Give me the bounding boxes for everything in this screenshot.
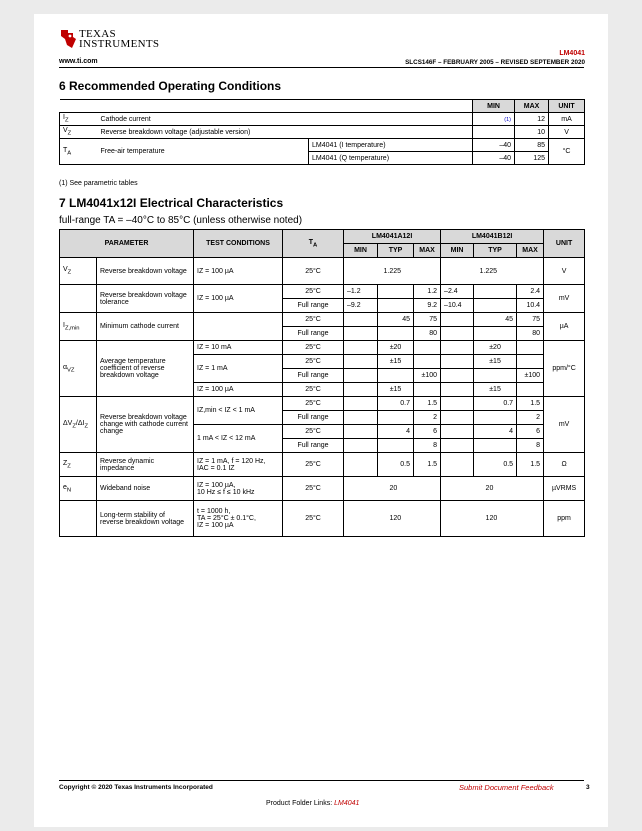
table-row: Reverse breakdown voltage tolerance IZ = 100 µA 25°C –1.2 1.2 –2.4 2.4 mV xyxy=(60,285,585,299)
table-row: $\alpha_{VZ}$ Average temperature coefficient of reverse breakdown voltage IZ = 10 mA 25°C ±20 ±20 ppm/°C xyxy=(60,341,585,355)
col-unit: UNIT xyxy=(549,100,585,113)
feedback-link[interactable]: Submit Document Feedback xyxy=(459,783,554,792)
table-row: Full range 8 8 xyxy=(60,439,585,453)
table-row: Long-term stability of reverse breakdown voltage t = 1000 h, TA = 25°C ± 0.1°C, IZ = 100 µA 25°C 120 120 ppm xyxy=(60,501,585,537)
header-rule xyxy=(59,67,584,68)
table-header-row: MIN TYP MAX MIN TYP MAX xyxy=(60,244,585,258)
section-7-subtitle: full-range TA = –40°C to 85°C (unless otherwise noted) xyxy=(59,215,303,226)
copyright: Copyright © 2020 Texas Instruments Incorporated xyxy=(59,784,213,791)
website-label: www.ti.com xyxy=(59,58,98,65)
table-row: Full range 80 80 xyxy=(60,327,585,341)
table-row: IZ = 1 mA 25°C ±15 ±15 xyxy=(60,355,585,369)
document-page xyxy=(34,14,608,827)
electrical-characteristics-table xyxy=(59,229,585,537)
table-header-row: PARAMETER TEST CONDITIONS $T_A$ LM4041A12I LM4041B12I UNIT xyxy=(60,230,585,244)
table-row: $I_{Z,min}$ Minimum cathode current 25°C 45 75 45 75 µA xyxy=(60,313,585,327)
footnote-link[interactable]: (1) xyxy=(504,116,512,123)
table-row: Full range ±100 ±100 xyxy=(60,369,585,383)
table-row: $T_A$ Free-air temperature LM4041 (I temperature) –40 85 °C xyxy=(60,139,585,152)
table-row: $I_Z$ Cathode current (1) 12 mA xyxy=(60,113,585,126)
doc-id-link[interactable]: LM4041 xyxy=(559,50,585,57)
section-7-title: 7 LM4041x12I Electrical Characteristics xyxy=(59,196,284,210)
footer-rule xyxy=(59,780,584,781)
product-folder: Product Folder Links: LM4041 xyxy=(266,800,360,807)
table-row: Full range –9.2 9.2 –10.4 10.4 xyxy=(60,299,585,313)
col-min: MIN xyxy=(473,100,515,113)
col-max: MAX xyxy=(515,100,549,113)
footnote: (1) See parametric tables xyxy=(59,180,138,187)
table-row: $\Delta V_Z/\Delta I_Z$ Reverse breakdown voltage change with cathode current change IZ,min < IZ < 1 mA 25°C 0.7 1.5 0.7 1.5 mV xyxy=(60,397,585,411)
table-row: IZ = 100 µA 25°C ±15 ±15 xyxy=(60,383,585,397)
table-row: Full range 2 2 xyxy=(60,411,585,425)
ti-logo-icon xyxy=(59,28,77,50)
table-header-row xyxy=(60,100,585,113)
logo-wordmark: TEXAS INSTRUMENTS xyxy=(79,28,160,50)
page-number: 3 xyxy=(586,784,590,791)
table-row: 1 mA < IZ < 12 mA 25°C 4 6 4 6 xyxy=(60,425,585,439)
table-row: $V_Z$ Reverse breakdown voltage IZ = 100 µA 25°C 1.225 1.225 V xyxy=(60,258,585,285)
table-row: $e_N$ Wideband noise IZ = 100 µA, 10 Hz ≤ f ≤ 10 kHz 25°C 20 20 µVRMS xyxy=(60,477,585,501)
product-folder-link[interactable]: LM4041 xyxy=(334,800,360,807)
table-row: $Z_Z$ Reverse dynamic impedance IZ = 1 mA, f = 120 Hz, IAC = 0.1 IZ 25°C 0.5 1.5 0.5 1.5 Ω xyxy=(60,453,585,477)
revision-line: SLCS146F – FEBRUARY 2005 – REVISED SEPTEMBER 2020 xyxy=(405,59,585,66)
recommended-conditions-table xyxy=(59,99,585,165)
section-6-title: 6 Recommended Operating Conditions xyxy=(59,79,282,93)
table-row: LM4041 (Q temperature) –40 125 xyxy=(60,152,585,165)
table-row: $V_Z$ Reverse breakdown voltage (adjustable version) 10 V xyxy=(60,126,585,139)
